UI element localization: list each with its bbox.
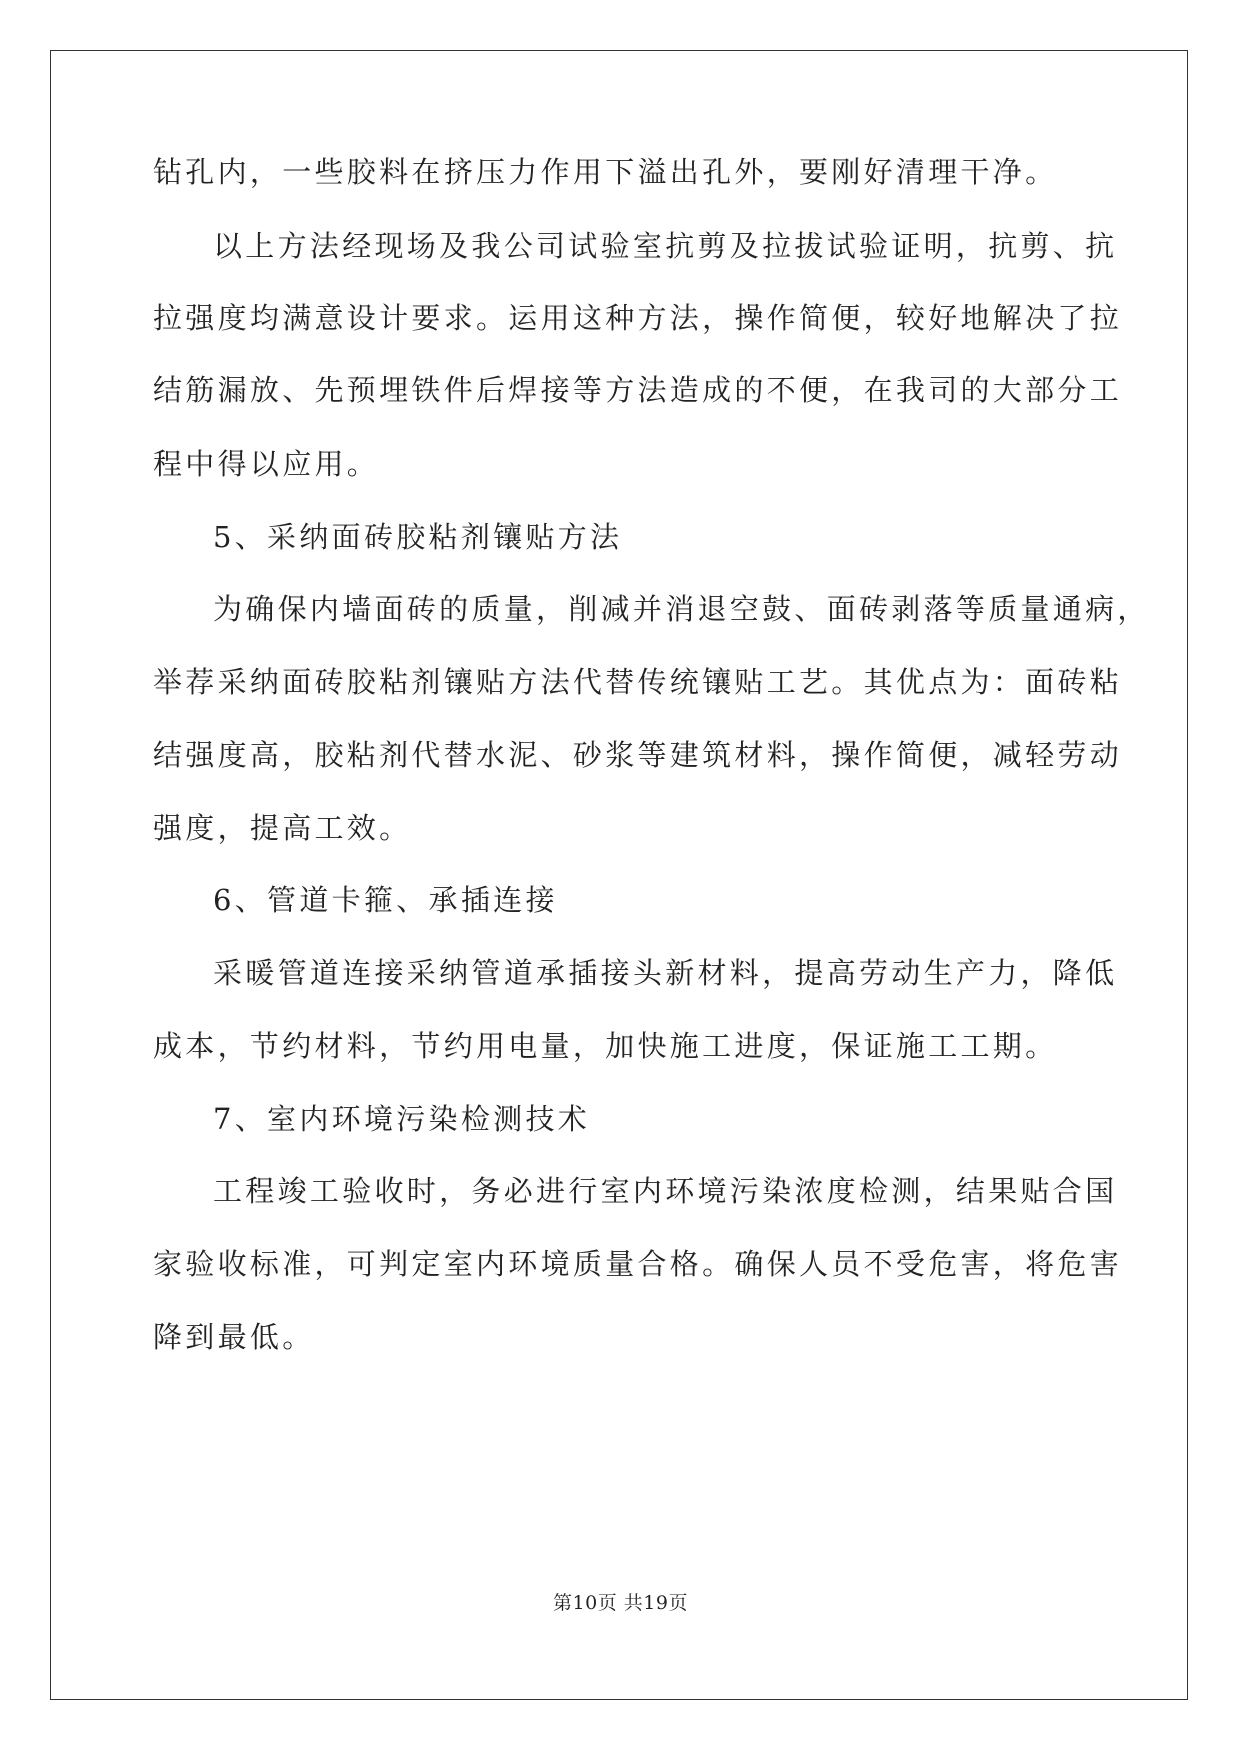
body-line: 结强度高，胶粘剂代替水泥、砂浆等建筑材料，操作简便，减轻劳动	[153, 738, 1123, 772]
body-line: 钻孔内，一些胶料在挤压力作用下溢出孔外，要刚好清理干净。	[153, 155, 1058, 189]
paragraph-line: 采暖管道连接采纳管道承插接头新材料，提高劳动生产力，降低	[213, 956, 1118, 990]
body-line: 结筋漏放、先预埋铁件后焊接等方法造成的不便，在我司的大部分工	[153, 373, 1123, 407]
body-line: 举荐采纳面砖胶粘剂镶贴方法代替传统镶贴工艺。其优点为：面砖粘	[153, 665, 1123, 699]
body-line: 家验收标准，可判定室内环境质量合格。确保人员不受危害，将危害	[153, 1247, 1123, 1281]
section-heading: 7、室内环境污染检测技术	[213, 1102, 591, 1136]
body-line: 程中得以应用。	[153, 447, 380, 481]
page-number-footer: 第10页 共19页	[553, 1592, 688, 1614]
body-line: 拉强度均满意设计要求。运用这种方法，操作简便，较好地解决了拉	[153, 301, 1123, 335]
body-line: 强度，提高工效。	[153, 811, 412, 845]
body-line: 降到最低。	[153, 1320, 315, 1354]
section-heading: 5、采纳面砖胶粘剂镶贴方法	[213, 520, 623, 554]
paragraph-line: 为确保内墙面砖的质量，削减并消退空鼓、面砖剥落等质量通病，	[213, 592, 1150, 626]
paragraph-line: 工程竣工验收时，务必进行室内环境污染浓度检测，结果贴合国	[213, 1174, 1118, 1208]
section-heading: 6、管道卡箍、承插连接	[213, 883, 558, 917]
paragraph-line: 以上方法经现场及我公司试验室抗剪及拉拔试验证明，抗剪、抗	[213, 229, 1118, 263]
body-line: 成本，节约材料，节约用电量，加快施工进度，保证施工工期。	[153, 1029, 1058, 1063]
